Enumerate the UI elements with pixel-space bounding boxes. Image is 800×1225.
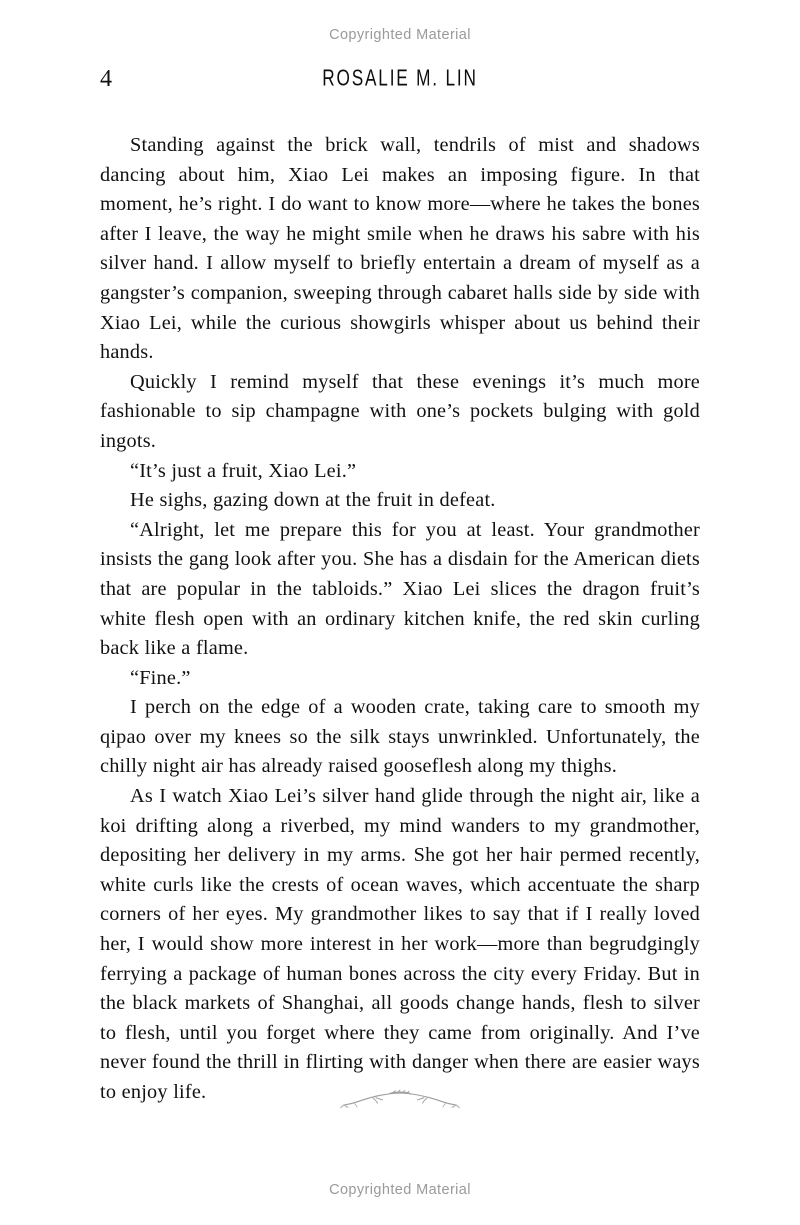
body-paragraph: He sighs, gazing down at the fruit in defeat. xyxy=(130,489,496,512)
body-paragraph: As I watch Xiao Lei’s silver hand glide through the night air, like a koi drifting along a riverbed, my mind wanders to my grandmother, depositing her delivery in my arms. She got her hair permed recently, white curls like the crests of ocean waves, which accentuate the sharp corners of her eyes. My grandmother likes to say that if I really loved her, I would show more interest in her work—more than begrudgingly ferrying a package of human bones across the city every Friday. But in the black markets of Shanghai, all goods change hands, flesh to silver to flesh, until you forget where they came from originally. And I’ve never found the thrill in flirting with danger when there are easier ways to enjoy life. xyxy=(100,785,700,1103)
body-paragraph: “Alright, let me prepare this for you at least. Your grandmother insists the gang look after you. She has a disdain for the American diets that are popular in the tabloids.” Xiao Lei slices the dragon fruit’s white flesh open with an ordinary kitchen knife, the red skin curling back like a flame. xyxy=(100,518,700,660)
body-paragraph: “Fine.” xyxy=(130,666,191,689)
copyright-watermark-bottom: Copyrighted Material xyxy=(329,1182,471,1198)
body-text-block xyxy=(100,131,700,1108)
page-number: 4 xyxy=(100,66,112,92)
copyright-watermark-top: Copyrighted Material xyxy=(329,27,471,43)
author-name-running-head: ROSALIE M. LIN xyxy=(322,65,478,92)
body-paragraph: Standing against the brick wall, tendrils of mist and shadows dancing about him, Xiao Lei makes an imposing figure. In that moment, he’s right. I do want to know more—where he takes the bones after I leave, the way he might smile when he draws his sabre with his silver hand. I allow myself to briefly entertain a dream of myself as a gangster’s companion, sweeping through cabaret halls side by side with Xiao Lei, while the curious showgirls whisper about us behind their hands. xyxy=(100,134,700,364)
scene-break-ornament xyxy=(0,1086,800,1112)
running-head xyxy=(100,64,700,96)
body-paragraph: “It’s just a fruit, Xiao Lei.” xyxy=(130,459,357,482)
body-paragraph: I perch on the edge of a wooden crate, taking care to smooth my qipao over my knees so the silk stays unwrinkled. Unfortunately, the chilly night air has already raised gooseflesh along my thighs. xyxy=(100,696,700,778)
branch-flourish-icon xyxy=(340,1086,460,1112)
body-paragraph: Quickly I remind myself that these evenings it’s much more fashionable to sip champagne with one’s pockets bulging with gold ingots. xyxy=(100,370,700,452)
